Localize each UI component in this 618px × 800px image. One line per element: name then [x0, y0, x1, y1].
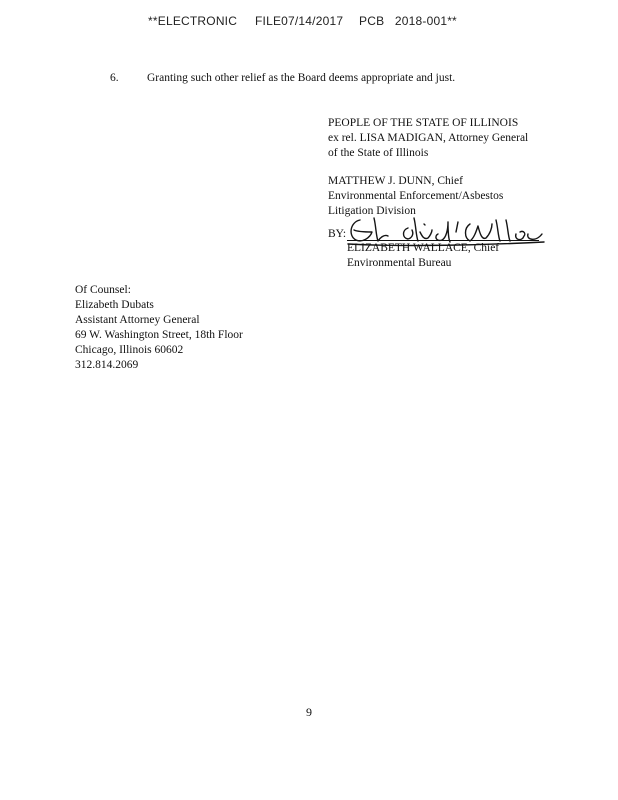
counsel-name: Elizabeth Dubats: [75, 299, 154, 311]
division-line: Environmental Enforcement/Asbestos: [328, 190, 504, 202]
signer-bureau: Environmental Bureau: [347, 257, 452, 269]
paragraph-number: 6.: [110, 72, 119, 84]
division-line: MATTHEW J. DUNN, Chief: [328, 175, 463, 187]
relief-paragraph: [110, 72, 455, 84]
party-line: PEOPLE OF THE STATE OF ILLINOIS: [328, 117, 519, 129]
signer-name: ELIZABETH WALLACE, Chief: [347, 242, 500, 254]
header-case-number: PCB 2018-001**: [359, 14, 457, 28]
division-line: Litigation Division: [328, 205, 416, 217]
header-electronic: **ELECTRONIC: [148, 14, 238, 28]
counsel-city: Chicago, Illinois 60602: [75, 344, 184, 356]
signature-block: [328, 116, 608, 219]
of-counsel-block: [75, 283, 243, 373]
party-line: ex rel. LISA MADIGAN, Attorney General: [328, 132, 529, 144]
electronic-filing-header: [148, 14, 457, 28]
page-number: 9: [306, 705, 312, 719]
counsel-heading: Of Counsel:: [75, 284, 131, 296]
by-label: BY:: [328, 228, 347, 240]
counsel-street: 69 W. Washington Street, 18th Floor: [75, 329, 243, 341]
counsel-title: Assistant Attorney General: [75, 314, 200, 326]
signer-info: [347, 241, 499, 271]
paragraph-text: Granting such other relief as the Board deems appropriate and just.: [147, 72, 456, 84]
header-file-date: FILE07/14/2017: [255, 14, 344, 28]
counsel-phone: 312.814.2069: [75, 359, 139, 371]
party-line: of the State of Illinois: [328, 147, 429, 159]
